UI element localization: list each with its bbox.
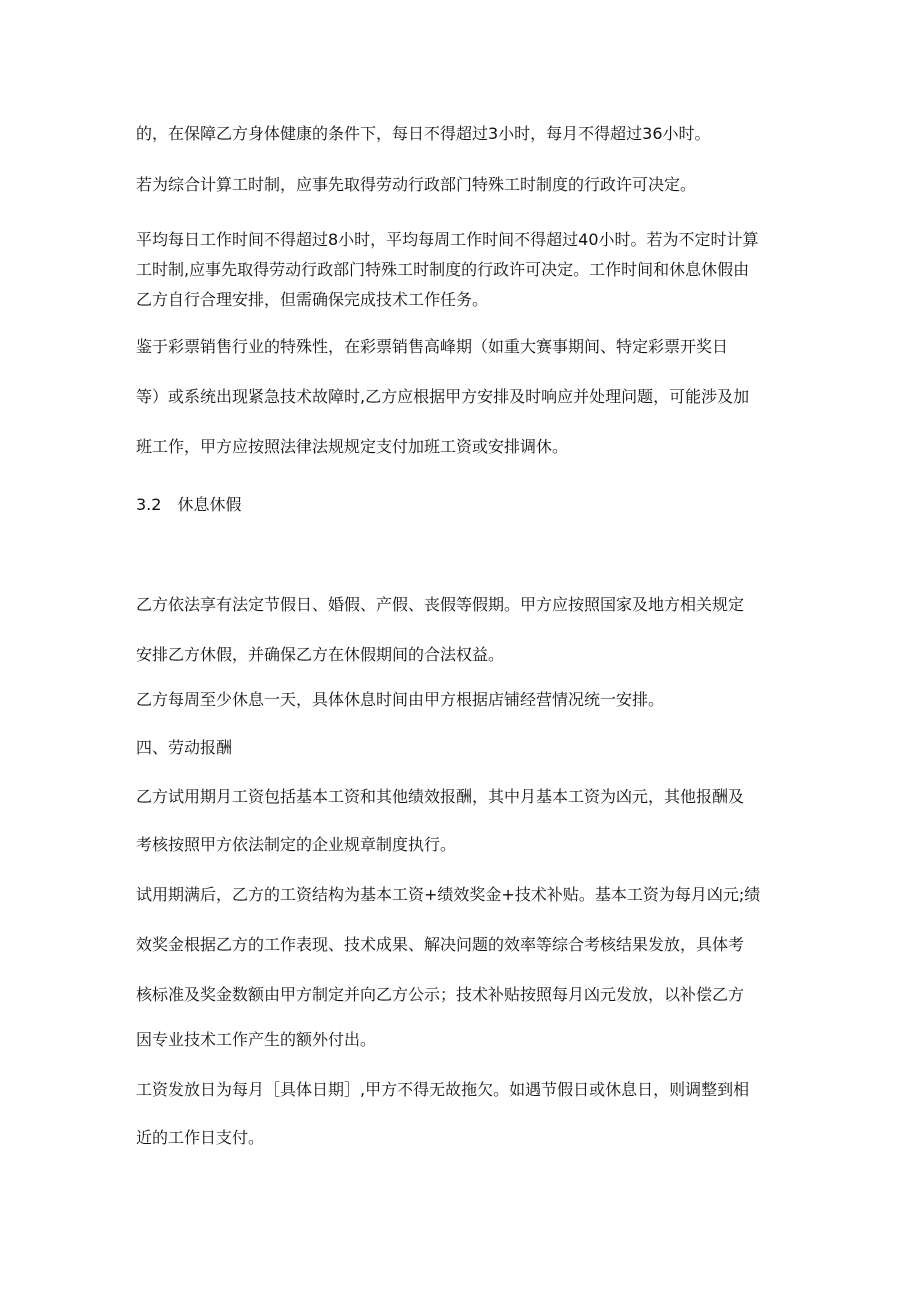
text-line: 因专业技术工作产生的额外付出。 <box>136 1030 377 1049</box>
text-line: 平均每日工作时间不得超过8小时，平均每周工作时间不得超过40小时。若为不定时计算 <box>136 230 759 249</box>
text-line: 核标准及奖金数额由甲方制定并向乙方公示；技术补贴按照每月凶元发放，以补偿乙方 <box>136 985 745 1004</box>
text-line: 鉴于彩票销售行业的特殊性，在彩票销售高峰期（如重大赛事期间、特定彩票开奖日 <box>136 337 729 356</box>
text-line: 安排乙方休假，并确保乙方在休假期间的合法权益。 <box>136 645 505 664</box>
text-line: 等）或系统出现紧急技术故障时,乙方应根据甲方安排及时响应并处理问题，可能涉及加 <box>136 387 750 406</box>
text-line: 若为综合计算工时制，应事先取得劳动行政部门特殊工时制度的行政许可决定。 <box>136 175 697 194</box>
text-line: 乙方依法享有法定节假日、婚假、产假、丧假等假期。甲方应按照国家及地方相关规定 <box>136 595 745 614</box>
text-line: 乙方自行合理安排，但需确保完成技术工作任务。 <box>136 290 489 309</box>
text-line: 的，在保障乙方身体健康的条件下，每日不得超过3小时，每月不得超过36小时。 <box>136 124 711 143</box>
text-line: 乙方每周至少休息一天，具体休息时间由甲方根据店铺经营情况统一安排。 <box>136 690 665 709</box>
text-line: 试用期满后，乙方的工资结构为基本工资+绩效奖金+技术补贴。基本工资为每月凶元;绩 <box>136 885 761 904</box>
text-line: 班工作，甲方应按照法律法规规定支付加班工资或安排调休。 <box>136 437 569 456</box>
text-line: 乙方试用期月工资包括基本工资和其他绩效报酬，其中月基本工资为凶元，其他报酬及 <box>136 787 745 806</box>
section-heading: 四、劳动报酬 <box>136 738 233 757</box>
text-line: 考核按照甲方依法制定的企业规章制度执行。 <box>136 835 457 854</box>
text-line: 效奖金根据乙方的工作表现、技术成果、解决问题的效率等综合考核结果发放，具体考 <box>136 935 745 954</box>
section-heading: 3.2 休息休假 <box>136 495 242 514</box>
text-line: 近的工作日支付。 <box>136 1128 265 1147</box>
text-line: 工时制,应事先取得劳动行政部门特殊工时制度的行政许可决定。工作时间和休息休假由 <box>136 260 750 279</box>
text-line: 工资发放日为每月［具体日期］,甲方不得无故拖欠。如遇节假日或休息日，则调整到相 <box>136 1080 750 1099</box>
